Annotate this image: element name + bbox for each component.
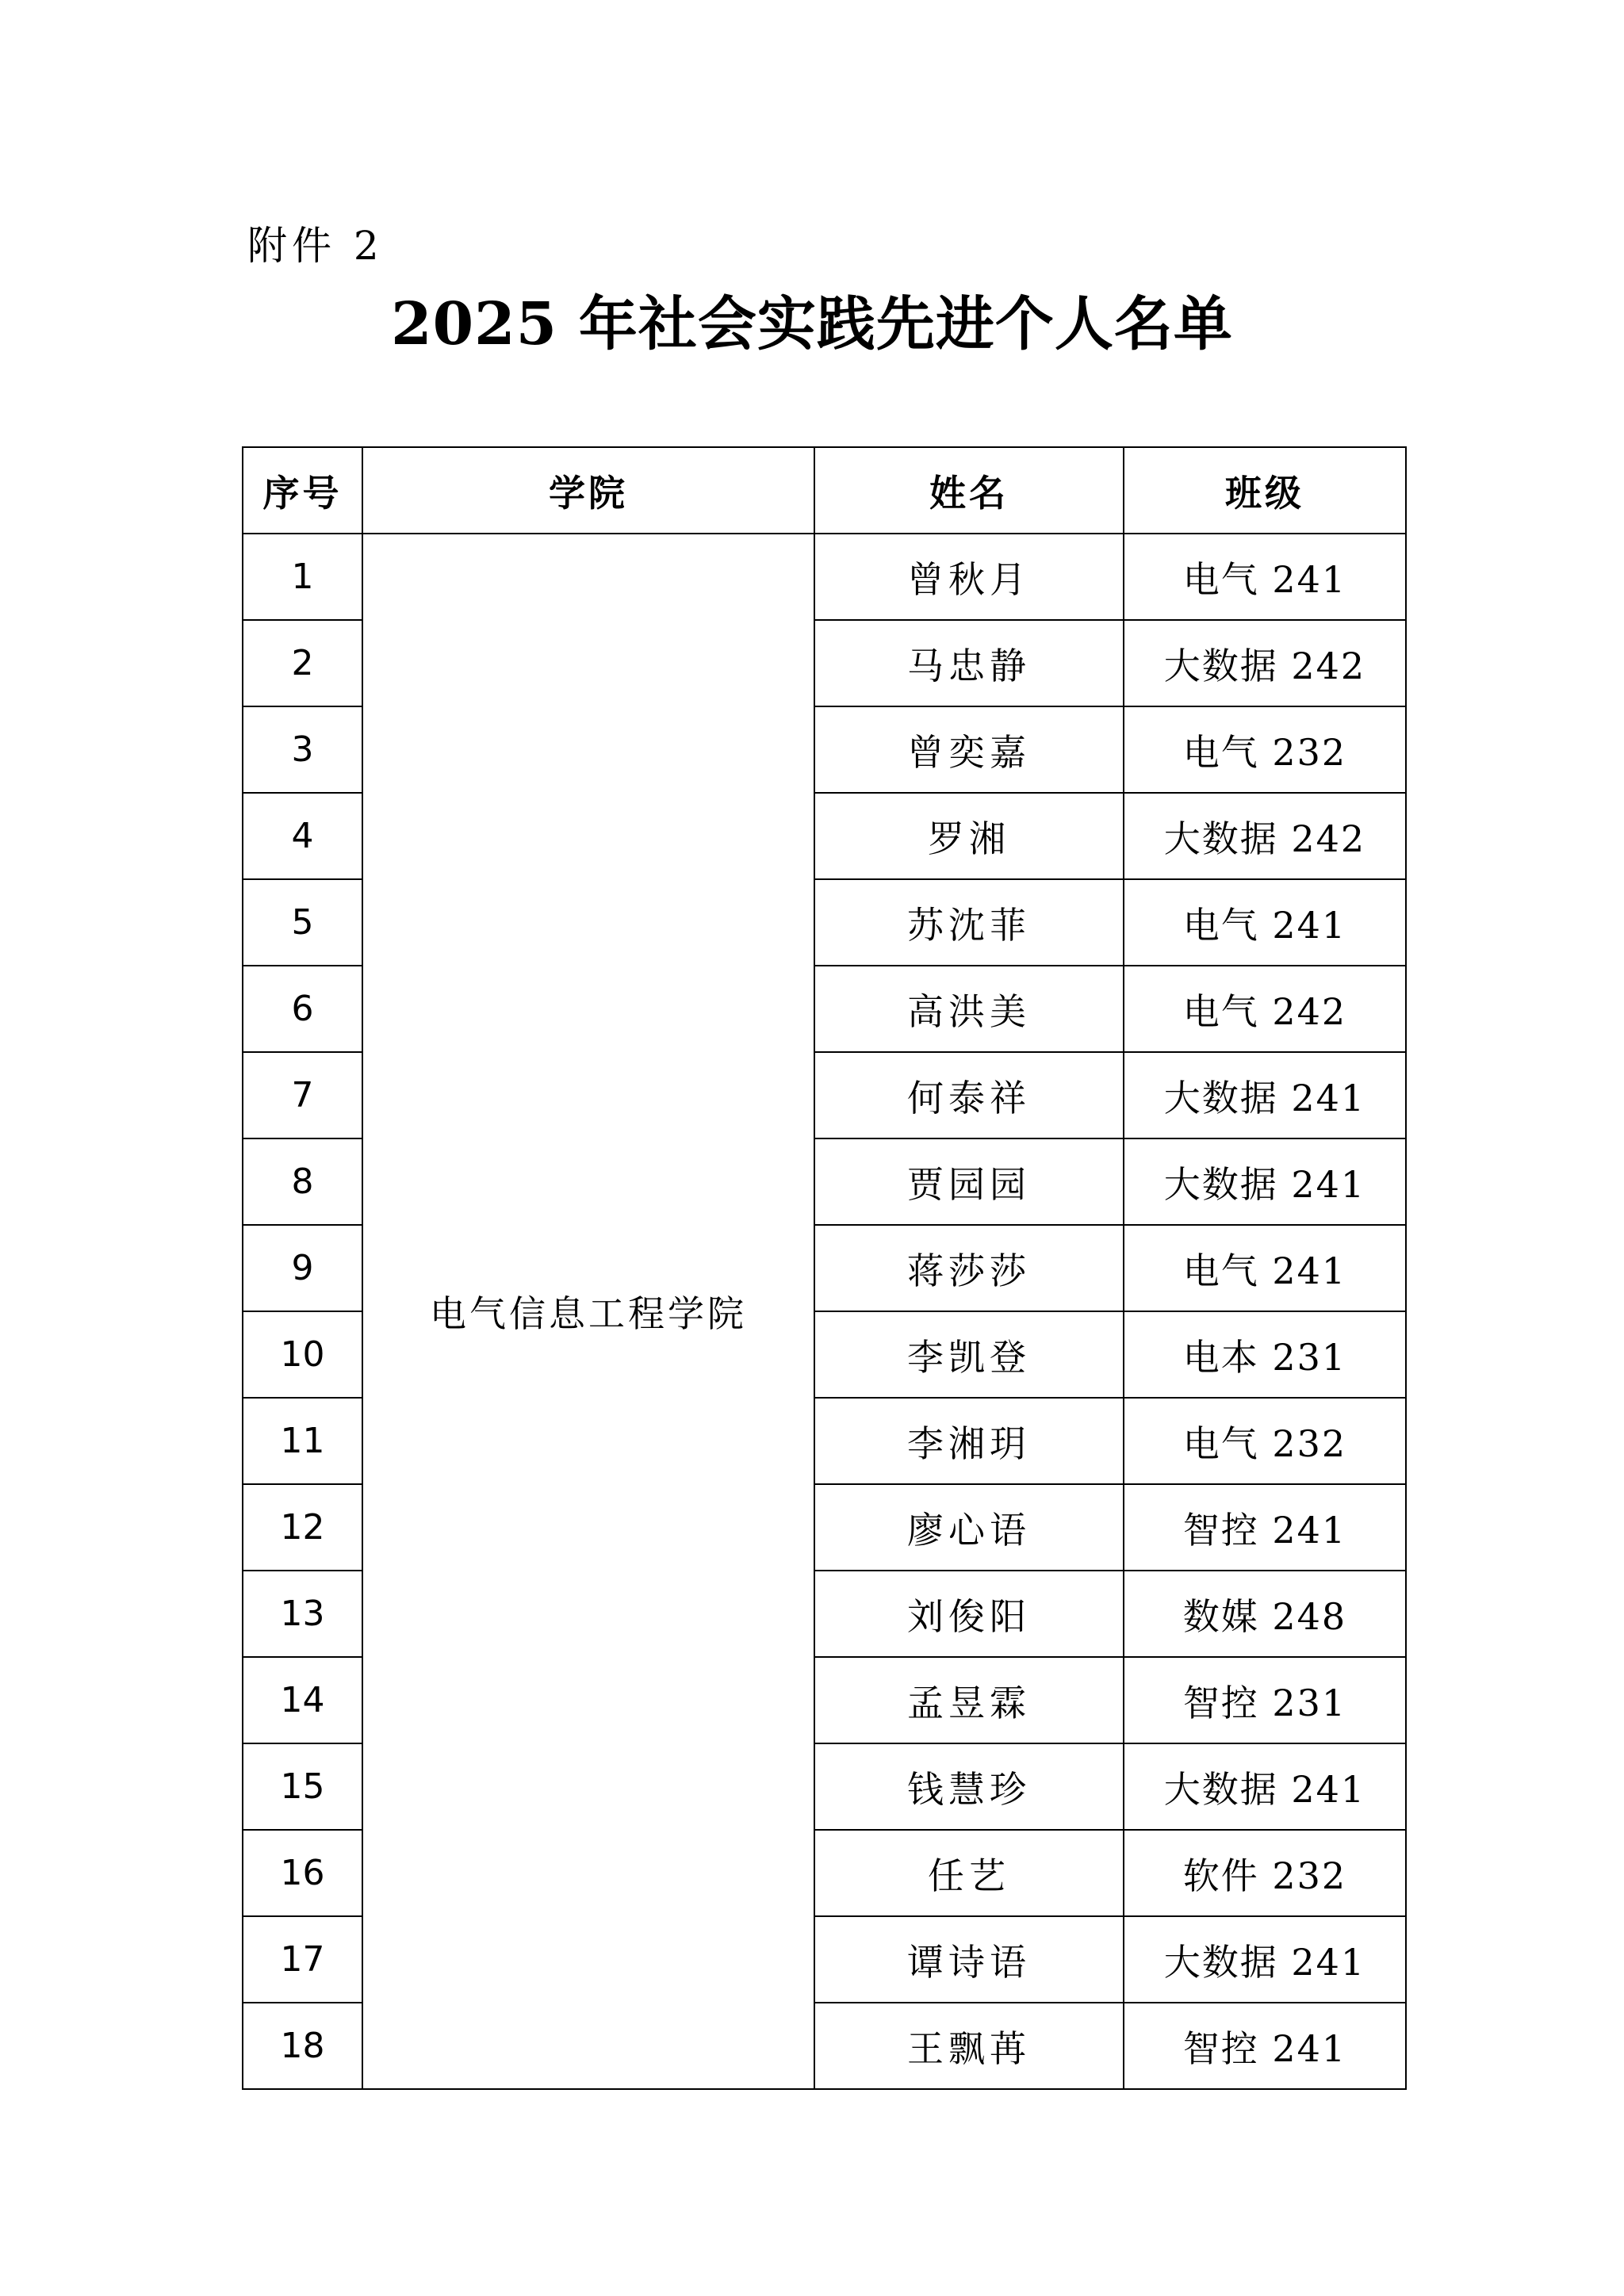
class-cell: 电气 242 (1124, 966, 1406, 1052)
seq-cell: 16 (243, 1830, 362, 1916)
seq-cell: 10 (243, 1311, 362, 1398)
name-cell: 贾园园 (814, 1138, 1124, 1225)
seq-cell: 13 (243, 1571, 362, 1657)
name-cell: 孟昱霖 (814, 1657, 1124, 1743)
seq-cell: 5 (243, 879, 362, 966)
name-cell: 李湘玥 (814, 1398, 1124, 1484)
table-header-row (243, 447, 1406, 534)
name-cell: 廖心语 (814, 1484, 1124, 1571)
roster-body (243, 534, 1406, 2089)
name-cell: 李凯登 (814, 1311, 1124, 1398)
seq-cell: 9 (243, 1225, 362, 1311)
seq-cell: 1 (243, 534, 362, 620)
name-cell: 苏沈菲 (814, 879, 1124, 966)
seq-cell: 3 (243, 706, 362, 793)
name-cell: 何泰祥 (814, 1052, 1124, 1138)
seq-cell: 12 (243, 1484, 362, 1571)
name-cell: 高洪美 (814, 966, 1124, 1052)
class-cell: 大数据 241 (1124, 1916, 1406, 2003)
name-cell: 钱慧珍 (814, 1743, 1124, 1830)
class-cell: 电气 241 (1124, 1225, 1406, 1311)
name-cell: 刘俊阳 (814, 1571, 1124, 1657)
name-cell: 谭诗语 (814, 1916, 1124, 2003)
class-cell: 智控 231 (1124, 1657, 1406, 1743)
name-cell: 曾奕嘉 (814, 706, 1124, 793)
column-header-college: 学院 (362, 447, 814, 534)
class-cell: 智控 241 (1124, 1484, 1406, 1571)
seq-cell: 7 (243, 1052, 362, 1138)
class-cell: 电气 232 (1124, 1398, 1406, 1484)
attachment-label: 附件 2 (247, 223, 384, 269)
seq-cell: 14 (243, 1657, 362, 1743)
class-cell: 大数据 241 (1124, 1052, 1406, 1138)
class-cell: 大数据 241 (1124, 1138, 1406, 1225)
class-cell: 电气 232 (1124, 706, 1406, 793)
name-cell: 马忠静 (814, 620, 1124, 706)
class-cell: 数媒 248 (1124, 1571, 1406, 1657)
class-cell: 电气 241 (1124, 879, 1406, 966)
name-cell: 罗湘 (814, 793, 1124, 879)
column-header-seq: 序号 (243, 447, 362, 534)
name-cell: 蒋莎莎 (814, 1225, 1124, 1311)
table-row (243, 534, 1406, 620)
seq-cell: 2 (243, 620, 362, 706)
name-cell: 曾秋月 (814, 534, 1124, 620)
college-cell: 电气信息工程学院 (362, 534, 814, 2089)
column-header-name: 姓名 (814, 447, 1124, 534)
class-cell: 软件 232 (1124, 1830, 1406, 1916)
seq-cell: 15 (243, 1743, 362, 1830)
class-cell: 大数据 242 (1124, 793, 1406, 879)
seq-cell: 17 (243, 1916, 362, 2003)
column-header-class: 班级 (1124, 447, 1406, 534)
seq-cell: 8 (243, 1138, 362, 1225)
class-cell: 智控 241 (1124, 2003, 1406, 2089)
name-cell: 王飘苒 (814, 2003, 1124, 2089)
class-cell: 大数据 241 (1124, 1743, 1406, 1830)
page-title: 2025 年社会实践先进个人名单 (391, 290, 1233, 358)
seq-cell: 18 (243, 2003, 362, 2089)
seq-cell: 4 (243, 793, 362, 879)
seq-cell: 11 (243, 1398, 362, 1484)
class-cell: 大数据 242 (1124, 620, 1406, 706)
name-cell: 任艺 (814, 1830, 1124, 1916)
class-cell: 电气 241 (1124, 534, 1406, 620)
class-cell: 电本 231 (1124, 1311, 1406, 1398)
roster-table (242, 446, 1407, 2090)
seq-cell: 6 (243, 966, 362, 1052)
